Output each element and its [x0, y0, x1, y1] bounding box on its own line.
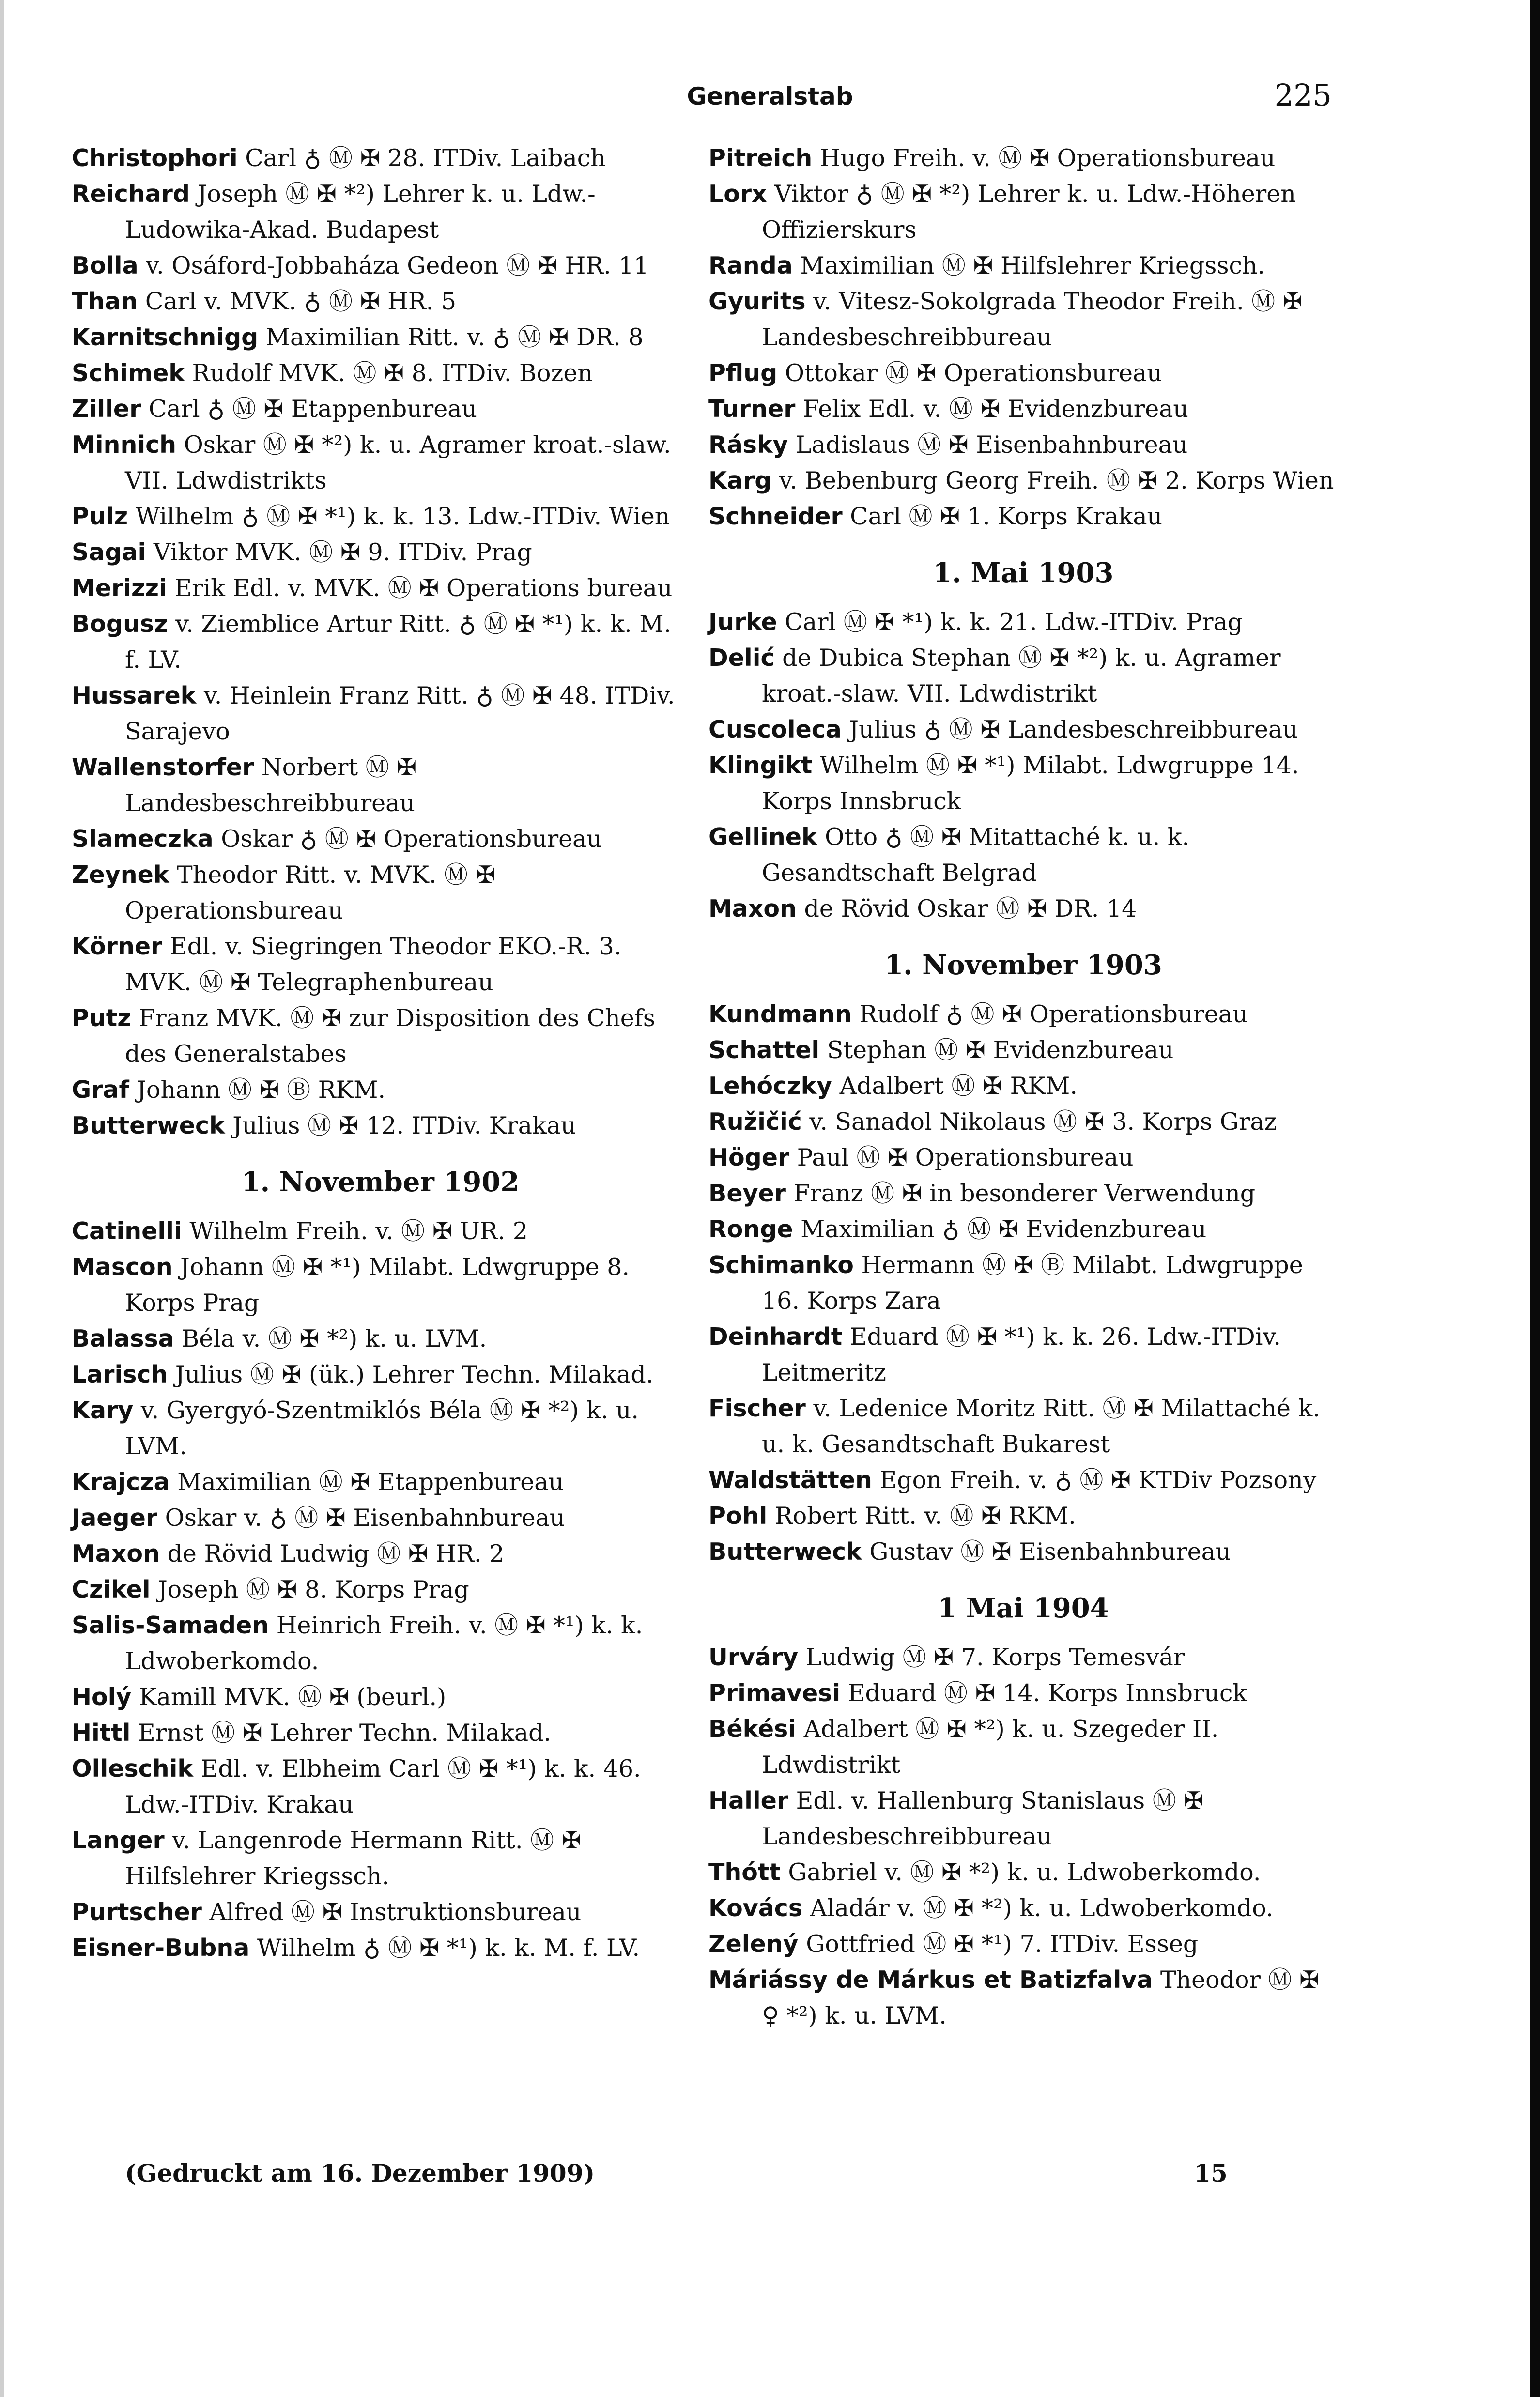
entry-details: Ottokar Ⓜ ✠ Operationsbureau: [777, 359, 1162, 387]
roster-entry: [72, 1464, 689, 1500]
entry-surname: Olleschik: [72, 1755, 193, 1782]
entry-details: Johann Ⓜ ✠ Ⓑ RKM.: [129, 1076, 385, 1104]
entry-surname: Delić: [708, 644, 775, 672]
entry-details: Johann Ⓜ ✠ *¹) Milabt. Ldwgruppe 8. Korps Prag: [125, 1253, 630, 1317]
entry-surname: Catinelli: [72, 1217, 182, 1245]
entry-surname: Primavesi: [708, 1679, 841, 1707]
entry-details: Edl. v. Elbheim Carl Ⓜ ✠ *¹) k. k. 46. Ldw.-ITDiv. Krakau: [125, 1755, 641, 1818]
running-header: Generalstab: [687, 82, 853, 110]
roster-entry: [72, 1823, 689, 1894]
entry-surname: Reichard: [72, 180, 190, 208]
entry-details: Carl v. MVK. ♁ Ⓜ ✠ HR. 5: [138, 288, 457, 315]
entry-details: Norbert Ⓜ ✠ Landesbeschreibbureau: [125, 753, 417, 817]
roster-entry: [708, 284, 1338, 355]
entry-surname: Butterweck: [72, 1112, 225, 1139]
entry-surname: Jurke: [708, 608, 777, 636]
entry-details: Maximilian ♁ Ⓜ ✠ Evidenzbureau: [793, 1215, 1207, 1243]
entry-surname: Gellinek: [708, 823, 817, 851]
entry-surname: Fischer: [708, 1395, 806, 1422]
entry-surname: Jaeger: [72, 1504, 158, 1532]
entry-surname: Ronge: [708, 1215, 793, 1243]
entry-surname: Schattel: [708, 1036, 820, 1064]
entry-details: Stephan Ⓜ ✠ Evidenzbureau: [819, 1036, 1174, 1064]
roster-entry: [72, 248, 689, 284]
roster-entry: [708, 1783, 1338, 1855]
roster-entry: [708, 463, 1338, 499]
entry-surname: Turner: [708, 395, 796, 423]
roster-entry: [708, 1926, 1338, 1962]
entry-details: Adalbert Ⓜ ✠ *²) k. u. Szegeder II. Ldwdistrikt: [762, 1715, 1219, 1779]
roster-entry: [72, 857, 689, 929]
roster-entry: [708, 140, 1338, 176]
entry-surname: Beyer: [708, 1180, 786, 1207]
entry-surname: Christophori: [72, 144, 238, 172]
entry-surname: Maxon: [708, 895, 797, 922]
entry-details: Heinrich Freih. v. Ⓜ ✠ *¹) k. k. Ldwoberkomdo.: [125, 1612, 643, 1675]
entry-details: Béla v. Ⓜ ✠ *²) k. u. LVM.: [174, 1325, 487, 1352]
entry-surname: Putz: [72, 1004, 131, 1032]
entry-surname: Pulz: [72, 503, 128, 530]
entry-details: Maximilian Ⓜ ✠ Hilfslehrer Kriegssch.: [792, 252, 1265, 279]
entry-details: Carl ♁ Ⓜ ✠ 28. ITDiv. Laibach: [237, 144, 606, 172]
entry-details: Erik Edl. v. MVK. Ⓜ ✠ Operations bureau: [167, 574, 673, 602]
entry-surname: Hittl: [72, 1719, 131, 1747]
roster-entry: [708, 1890, 1338, 1926]
entry-details: Otto ♁ Ⓜ ✠ Mitattaché k. u. k. Gesandtschaft Belgrad: [762, 823, 1190, 887]
entry-details: Aladár v. Ⓜ ✠ *²) k. u. Ldwoberkomdo.: [802, 1894, 1274, 1922]
entry-surname: Salis-Samaden: [72, 1612, 269, 1639]
entry-details: Robert Ritt. v. Ⓜ ✠ RKM.: [767, 1502, 1076, 1530]
entry-surname: Eisner-Bubna: [72, 1934, 250, 1962]
roster-entry: [72, 1249, 689, 1321]
roster-entry: [72, 1108, 689, 1144]
entry-surname: Pflug: [708, 359, 778, 387]
entry-surname: Than: [72, 288, 138, 315]
roster-entry: [708, 355, 1338, 391]
roster-entry: [708, 427, 1338, 463]
roster-entry: [72, 1000, 689, 1072]
entry-surname: Langer: [72, 1827, 165, 1854]
entry-details: Rudolf MVK. Ⓜ ✠ 8. ITDiv. Bozen: [184, 359, 593, 387]
entry-details: Viktor ♁ Ⓜ ✠ *²) Lehrer k. u. Ldw.-Höheren Offizierskurs: [762, 180, 1296, 244]
entry-surname: Klingikt: [708, 752, 813, 779]
roster-entry: [72, 1357, 689, 1393]
scan-edge-left: [0, 0, 4, 2397]
roster-entry: [72, 1894, 689, 1930]
entry-details: de Rövid Oskar Ⓜ ✠ DR. 14: [796, 895, 1137, 922]
entry-details: Joseph Ⓜ ✠ *²) Lehrer k. u. Ldw.-Ludowika-Akad. Budapest: [125, 180, 596, 244]
roster-entry: [72, 821, 689, 857]
roster-entry: [72, 1751, 689, 1823]
roster-entry: [72, 678, 689, 750]
roster-entry: [708, 1176, 1338, 1212]
entry-surname: Holý: [72, 1683, 132, 1711]
roster-entry: [72, 1930, 689, 1966]
roster-entry: [72, 1393, 689, 1464]
entry-details: v. Gyergyó-Szentmiklós Béla Ⓜ ✠ *²) k. u. LVM.: [125, 1397, 639, 1460]
entry-details: Ernst Ⓜ ✠ Lehrer Techn. Milakad.: [130, 1719, 552, 1747]
roster-entry: [708, 604, 1338, 640]
entry-details: Hermann Ⓜ ✠ Ⓑ Milabt. Ldwgruppe 16. Korps Zara: [762, 1251, 1303, 1315]
entry-surname: Purtscher: [72, 1898, 202, 1926]
section-heading: 1. November 1902: [241, 1166, 520, 1198]
entry-surname: Lehóczky: [708, 1072, 832, 1100]
entry-surname: Czikel: [72, 1576, 151, 1603]
roster-entry: [72, 1679, 689, 1715]
entry-details: Gottfried Ⓜ ✠ *¹) 7. ITDiv. Esseg: [798, 1930, 1199, 1958]
roster-entry: [708, 1247, 1338, 1319]
entry-details: Wilhelm Freih. v. Ⓜ ✠ UR. 2: [182, 1217, 528, 1245]
roster-entry: [72, 750, 689, 821]
entry-details: Maximilian Ⓜ ✠ Etappenbureau: [169, 1468, 564, 1496]
entry-details: v. Vitesz-Sokolgrada Theodor Freih. Ⓜ ✠ Landesbeschreibbureau: [762, 288, 1303, 351]
print-date-note: (Gedruckt am 16. Dezember 1909): [125, 2159, 595, 2187]
roster-entry: [72, 929, 689, 1000]
roster-entry: [708, 748, 1338, 819]
entry-details: Edl. v. Siegringen Theodor EKO.-R. 3. MVK. Ⓜ ✠ Telegraphenbureau: [125, 933, 622, 996]
entry-details: Julius Ⓜ ✠ 12. ITDiv. Krakau: [225, 1112, 576, 1139]
entry-surname: Urváry: [708, 1644, 799, 1671]
roster-entry: [708, 391, 1338, 427]
entry-surname: Lorx: [708, 180, 767, 208]
entry-surname: Waldstätten: [708, 1466, 872, 1494]
roster-entry: [708, 1032, 1338, 1068]
roster-entry: [708, 176, 1338, 248]
entry-surname: Graf: [72, 1076, 129, 1104]
roster-entry: [708, 499, 1338, 535]
roster-entry: [708, 1711, 1338, 1783]
entry-surname: Kundmann: [708, 1000, 852, 1028]
entry-surname: Bogusz: [72, 610, 168, 638]
roster-entry: [72, 570, 689, 606]
entry-details: Adalbert Ⓜ ✠ RKM.: [832, 1072, 1078, 1100]
section-heading: 1. November 1903: [884, 949, 1162, 981]
entry-details: Julius ♁ Ⓜ ✠ Landesbeschreibbureau: [841, 716, 1298, 743]
entry-details: Theodor Ritt. v. MVK. Ⓜ ✠ Operationsbureau: [125, 861, 495, 924]
entry-surname: Maxon: [72, 1540, 160, 1567]
right-column: [708, 140, 1338, 2034]
entry-details: Ladislaus Ⓜ ✠ Eisenbahnbureau: [788, 431, 1188, 459]
entry-surname: Gyurits: [708, 288, 806, 315]
roster-entry: [708, 1319, 1338, 1391]
entry-surname: Kovács: [708, 1894, 802, 1922]
roster-entry: [708, 640, 1338, 712]
entry-surname: Mascon: [72, 1253, 173, 1281]
entry-surname: Sagai: [72, 538, 146, 566]
entry-details: Gustav Ⓜ ✠ Eisenbahnbureau: [862, 1538, 1231, 1566]
roster-entry: [72, 1214, 689, 1249]
entry-details: Edl. v. Hallenburg Stanislaus Ⓜ ✠ Landesbeschreibbureau: [762, 1787, 1204, 1850]
entry-details: v. Heinlein Franz Ritt. ♁ Ⓜ ✠ 48. ITDiv. Sarajevo: [125, 682, 675, 745]
roster-entry: [708, 997, 1338, 1032]
entry-details: Oskar Ⓜ ✠ *²) k. u. Agramer kroat.-slaw. VII. Ldwdistrikts: [125, 431, 671, 494]
roster-entry: [72, 535, 689, 570]
section-heading: 1. Mai 1903: [933, 557, 1114, 589]
entry-surname: Rásky: [708, 431, 788, 459]
roster-entry: [72, 355, 689, 391]
roster-entry: [708, 1212, 1338, 1247]
entry-details: Oskar ♁ Ⓜ ✠ Operationsbureau: [213, 825, 602, 853]
entry-surname: Körner: [72, 933, 163, 960]
entry-surname: Ziller: [72, 395, 141, 423]
roster-entry: [72, 1536, 689, 1572]
entry-details: Eduard Ⓜ ✠ *¹) k. k. 26. Ldw.-ITDiv. Leitmeritz: [762, 1323, 1281, 1386]
entry-details: Franz Ⓜ ✠ in besonderer Verwendung: [785, 1180, 1256, 1207]
entry-details: Kamill MVK. Ⓜ ✠ (beurl.): [131, 1683, 447, 1711]
roster-entry: [708, 1391, 1338, 1462]
entry-surname: Zelený: [708, 1930, 799, 1958]
entry-surname: Höger: [708, 1144, 790, 1171]
entry-surname: Schimek: [72, 359, 185, 387]
roster-entry: [708, 819, 1338, 891]
roster-entry: [708, 1855, 1338, 1890]
entry-details: Gabriel v. Ⓜ ✠ *²) k. u. Ldwoberkomdo.: [780, 1859, 1261, 1886]
roster-entry: [72, 176, 689, 248]
entry-surname: Ružičić: [708, 1108, 802, 1136]
roster-entry: [708, 891, 1338, 927]
roster-entry: [708, 1104, 1338, 1140]
entry-surname: Schimanko: [708, 1251, 854, 1279]
entry-details: Julius Ⓜ ✠ (ük.) Lehrer Techn. Milakad.: [168, 1361, 654, 1388]
entry-details: Oskar v. ♁ Ⓜ ✠ Eisenbahnbureau: [157, 1504, 565, 1532]
entry-details: Carl ♁ Ⓜ ✠ Etappenbureau: [141, 395, 477, 423]
entry-surname: Cuscoleca: [708, 716, 842, 743]
signature-mark: 15: [1194, 2159, 1228, 2187]
entry-surname: Deinhardt: [708, 1323, 843, 1351]
entry-details: Paul Ⓜ ✠ Operationsbureau: [789, 1144, 1134, 1171]
entry-details: Theodor Ⓜ ✠ ♀ *²) k. u. LVM.: [762, 1966, 1320, 2029]
entry-surname: Kary: [72, 1397, 134, 1424]
entry-surname: Schneider: [708, 503, 843, 530]
entry-surname: Balassa: [72, 1325, 174, 1352]
entry-surname: Zeynek: [72, 861, 169, 889]
entry-details: Eduard Ⓜ ✠ 14. Korps Innsbruck: [840, 1679, 1247, 1707]
entry-details: de Dubica Stephan Ⓜ ✠ *²) k. u. Agramer kroat.-slaw. VII. Ldwdistrikt: [762, 644, 1281, 707]
roster-entry: [708, 1675, 1338, 1711]
entry-surname: Thótt: [708, 1859, 781, 1886]
entry-details: Joseph Ⓜ ✠ 8. Korps Prag: [150, 1576, 469, 1603]
roster-entry: [72, 140, 689, 176]
roster-entry: [72, 1500, 689, 1536]
roster-entry: [708, 1462, 1338, 1498]
entry-surname: Krajcza: [72, 1468, 170, 1496]
entry-surname: Pitreich: [708, 144, 813, 172]
entry-details: Alfred Ⓜ ✠ Instruktionsbureau: [201, 1898, 582, 1926]
roster-entry: [72, 284, 689, 320]
entry-details: Franz MVK. Ⓜ ✠ zur Disposition des Chefs des Generalstabes: [125, 1004, 656, 1068]
entry-details: de Rövid Ludwig Ⓜ ✠ HR. 2: [159, 1540, 505, 1567]
roster-entry: [708, 1068, 1338, 1104]
roster-entry: [72, 427, 689, 499]
roster-entry: [72, 391, 689, 427]
roster-entry: [72, 1572, 689, 1608]
entry-details: Wilhelm ♁ Ⓜ ✠ *¹) k. k. 13. Ldw.-ITDiv. Wien: [128, 503, 670, 530]
roster-entry: [72, 320, 689, 355]
entry-details: v. Osáford-Jobbaháza Gedeon Ⓜ ✠ HR. 11: [138, 252, 649, 279]
roster-entry: [708, 248, 1338, 284]
roster-entry: [72, 1715, 689, 1751]
entry-surname: Butterweck: [708, 1538, 862, 1566]
roster-entry: [72, 1608, 689, 1679]
entry-details: v. Ziemblice Artur Ritt. ♁ Ⓜ ✠ *¹) k. k. M. f. LV.: [125, 610, 672, 674]
left-column: [72, 140, 689, 1966]
entry-details: Ludwig Ⓜ ✠ 7. Korps Temesvár: [798, 1644, 1185, 1671]
entry-details: v. Sanadol Nikolaus Ⓜ ✠ 3. Korps Graz: [801, 1108, 1277, 1136]
entry-details: Egon Freih. v. ♁ Ⓜ ✠ KTDiv Pozsony: [872, 1466, 1317, 1494]
entry-surname: Merizzi: [72, 574, 167, 602]
entry-surname: Pohl: [708, 1502, 768, 1530]
entry-surname: Wallenstorfer: [72, 753, 254, 781]
scan-edge-right: [1530, 0, 1540, 2397]
roster-entry: [72, 499, 689, 535]
entry-details: Rudolf ♁ Ⓜ ✠ Operationsbureau: [851, 1000, 1248, 1028]
entry-details: Wilhelm ♁ Ⓜ ✠ *¹) k. k. M. f. LV.: [249, 1934, 640, 1962]
entry-surname: Hussarek: [72, 682, 197, 709]
entry-details: v. Ledenice Moritz Ritt. Ⓜ ✠ Milattaché k. u. k. Gesandtschaft Bukarest: [762, 1395, 1320, 1458]
roster-entry: [708, 1140, 1338, 1176]
entry-details: Maximilian Ritt. v. ♁ Ⓜ ✠ DR. 8: [258, 323, 644, 351]
entry-surname: Slameczka: [72, 825, 214, 853]
roster-entry: [72, 1321, 689, 1357]
entry-surname: Larisch: [72, 1361, 168, 1388]
roster-entry: [72, 1072, 689, 1108]
roster-entry: [72, 606, 689, 678]
entry-surname: Minnich: [72, 431, 177, 459]
section-heading: 1 Mai 1904: [938, 1592, 1109, 1624]
entry-surname: Bolla: [72, 252, 139, 279]
entry-details: v. Bebenburg Georg Freih. Ⓜ ✠ 2. Korps Wien: [771, 467, 1334, 494]
entry-surname: Békési: [708, 1715, 797, 1743]
roster-entry: [708, 1640, 1338, 1675]
entry-details: Viktor MVK. Ⓜ ✠ 9. ITDiv. Prag: [146, 538, 532, 566]
roster-entry: [708, 1498, 1338, 1534]
entry-details: Hugo Freih. v. Ⓜ ✠ Operationsbureau: [812, 144, 1276, 172]
roster-entry: [708, 1534, 1338, 1570]
roster-entry: [708, 712, 1338, 748]
entry-details: v. Langenrode Hermann Ritt. Ⓜ ✠ Hilfslehrer Kriegssch.: [125, 1827, 582, 1890]
page-number: 225: [1274, 77, 1332, 113]
entry-surname: Karg: [708, 467, 772, 494]
entry-details: Wilhelm Ⓜ ✠ *¹) Milabt. Ldwgruppe 14. Korps Innsbruck: [762, 752, 1299, 815]
entry-surname: Haller: [708, 1787, 789, 1814]
roster-entry: [708, 1962, 1338, 2034]
entry-details: Carl Ⓜ ✠ *¹) k. k. 21. Ldw.-ITDiv. Prag: [777, 608, 1243, 636]
entry-surname: Máriássy de Márkus et Batizfalva: [708, 1966, 1153, 1994]
entry-details: Carl Ⓜ ✠ 1. Korps Krakau: [842, 503, 1163, 530]
entry-details: Felix Edl. v. Ⓜ ✠ Evidenzbureau: [795, 395, 1188, 423]
entry-surname: Karnitschnigg: [72, 323, 259, 351]
entry-surname: Randa: [708, 252, 793, 279]
